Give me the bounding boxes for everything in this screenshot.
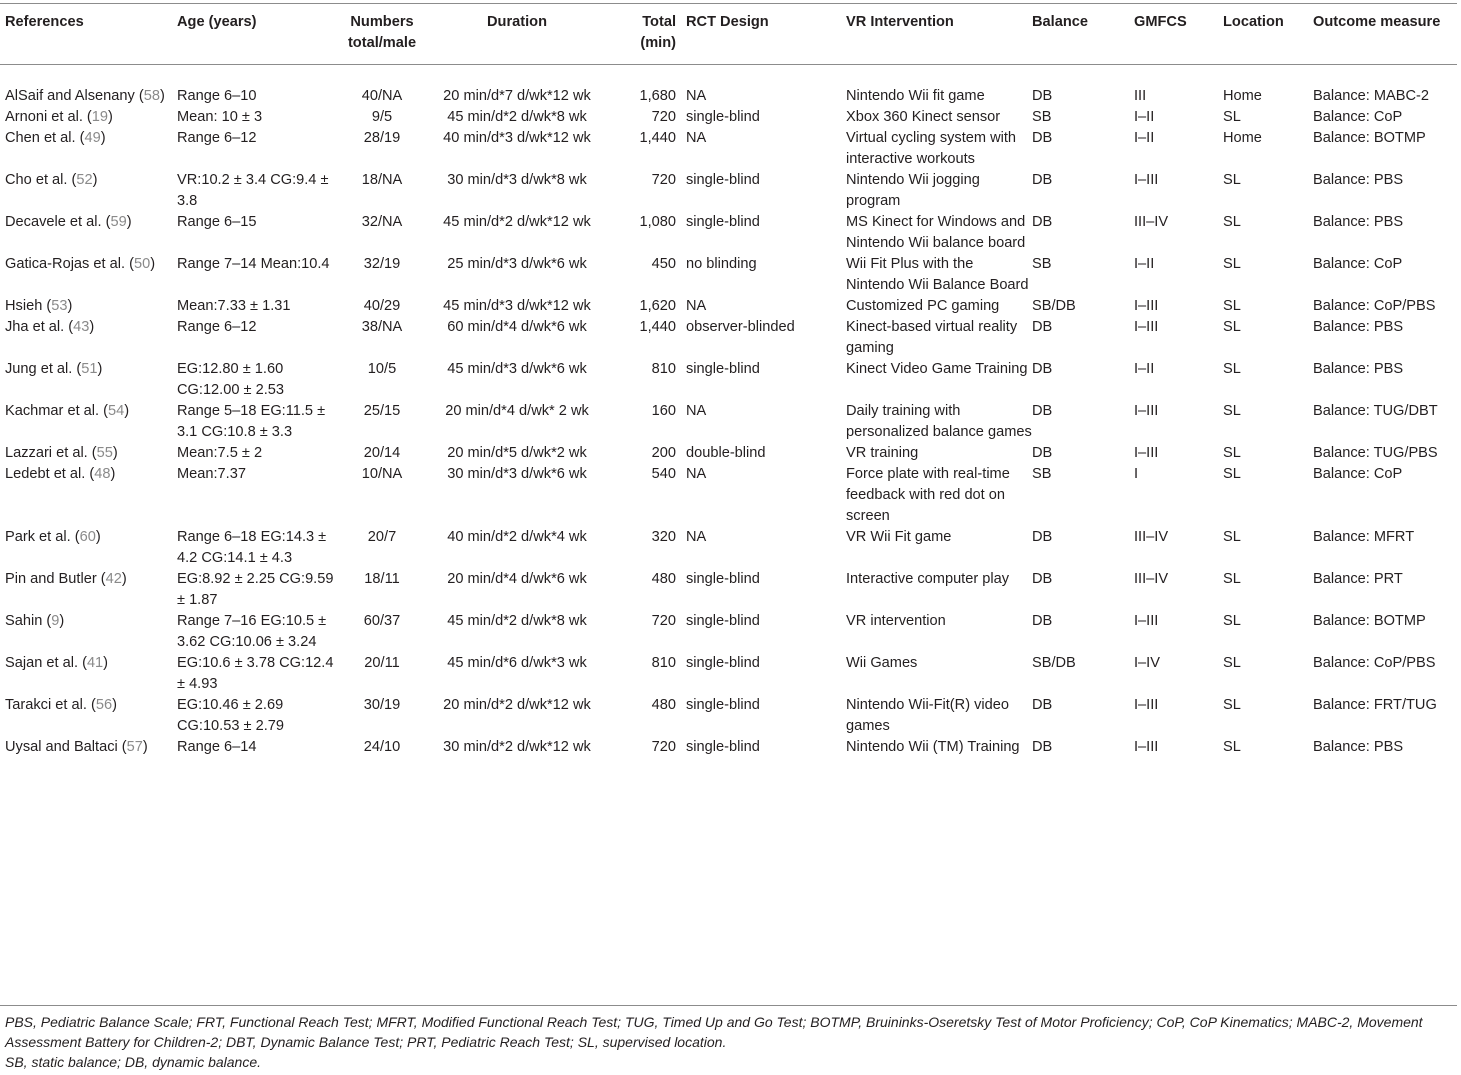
header-references: References — [5, 14, 84, 30]
table-row — [0, 72, 1461, 107]
cell-duration: 45 min/d*3 d/wk*12 wk — [443, 298, 591, 314]
table-row — [0, 296, 1461, 317]
cell-numbers: 30/19 — [363, 697, 401, 713]
cell-total: 200 — [651, 445, 676, 461]
table-row — [0, 401, 1461, 443]
cell-location: Home — [1223, 130, 1262, 146]
cell-location: SL — [1223, 739, 1241, 755]
header-vr-intervention: VR Intervention — [846, 14, 954, 30]
cell-numbers: 10/NA — [361, 466, 403, 482]
cell-total: 480 — [651, 697, 676, 713]
citation-close: ) — [92, 172, 98, 188]
cell-location: SL — [1223, 298, 1241, 314]
cell-rct: NA — [686, 529, 707, 545]
cell-numbers: 10/5 — [367, 361, 397, 377]
cell-location: SL — [1223, 445, 1241, 461]
cell-age: Range 6–15 — [177, 214, 257, 230]
cell-gmfcs: I–III — [1134, 697, 1159, 713]
cell-gmfcs: I–II — [1134, 256, 1155, 272]
cell-location: SL — [1223, 214, 1241, 230]
cell-location: SL — [1223, 529, 1241, 545]
table-row — [0, 107, 1461, 128]
cell-duration: 45 min/d*3 d/wk*6 wk — [447, 361, 587, 377]
cell-numbers: 32/19 — [363, 256, 401, 272]
cell-references — [0, 128, 177, 170]
header-balance: Balance — [1032, 14, 1088, 30]
cell-gmfcs: III–IV — [1134, 214, 1169, 230]
cell-age: EG:10.6 ± 3.78 CG:12.4 ± 4.93 — [177, 655, 334, 692]
cell-gmfcs: III–IV — [1134, 571, 1169, 587]
balance-footnote: SB, static balance; DB, dynamic balance. — [5, 1054, 262, 1070]
header-duration: Duration — [487, 14, 547, 30]
cell-age: Range 6–12 — [177, 130, 257, 146]
citation-link[interactable]: 43 — [73, 319, 90, 335]
cell-vr: VR intervention — [846, 613, 946, 629]
cell-location: SL — [1223, 319, 1241, 335]
cell-gmfcs: I–II — [1134, 130, 1155, 146]
cell-rct: single-blind — [686, 361, 760, 377]
cell-outcome: Balance: BOTMP — [1313, 130, 1426, 146]
cell-numbers: 40/NA — [361, 88, 403, 104]
table-row — [0, 653, 1461, 695]
cell-balance: DB — [1032, 613, 1053, 629]
cell-numbers: 20/7 — [367, 529, 397, 545]
reference-author: Decavele et al. ( — [5, 214, 111, 230]
table-row — [0, 212, 1461, 254]
citation-link[interactable]: 58 — [143, 88, 160, 104]
cell-gmfcs: I–IV — [1134, 655, 1160, 671]
citation-link[interactable]: 9 — [51, 613, 60, 629]
citation-link[interactable]: 41 — [86, 655, 104, 671]
cell-references — [0, 695, 177, 737]
cell-duration: 45 min/d*2 d/wk*8 wk — [447, 109, 587, 125]
cell-vr: Force plate with real-time feedback with red dot on screen — [846, 466, 1010, 524]
table-row — [0, 527, 1461, 569]
cell-total: 540 — [651, 466, 676, 482]
cell-duration: 30 min/d*2 d/wk*12 wk — [443, 739, 591, 755]
cell-numbers: 20/11 — [364, 655, 400, 671]
cell-age: Range 6–14 — [177, 739, 257, 755]
cell-outcome: Balance: PBS — [1313, 319, 1404, 335]
citation-link[interactable]: 56 — [95, 697, 113, 713]
cell-outcome: Balance: MABC-2 — [1313, 88, 1429, 104]
cell-rct: single-blind — [686, 172, 760, 188]
bottom-rule — [0, 1005, 1457, 1006]
citation-link[interactable]: 49 — [84, 130, 101, 146]
cell-vr: Interactive computer play — [846, 571, 1010, 587]
table-row — [0, 128, 1461, 170]
cell-age: EG:12.80 ± 1.60 CG:12.00 ± 2.53 — [177, 361, 284, 398]
cell-balance: DB — [1032, 571, 1053, 587]
cell-location: SL — [1223, 655, 1241, 671]
cell-rct: double-blind — [686, 445, 766, 461]
cell-references — [0, 296, 177, 317]
cell-vr: VR training — [846, 445, 919, 461]
cell-location: SL — [1223, 361, 1241, 377]
reference-author: Chen et al. ( — [5, 130, 85, 146]
cell-references — [0, 401, 177, 443]
cell-balance: DB — [1032, 739, 1053, 755]
cell-rct: single-blind — [686, 571, 760, 587]
citation-close: ) — [110, 466, 116, 482]
citation-close: ) — [124, 403, 130, 419]
cell-duration: 60 min/d*4 d/wk*6 wk — [447, 319, 587, 335]
cell-age: Mean:7.33 ± 1.31 — [177, 298, 291, 314]
cell-age: Range 6–18 EG:14.3 ± 4.2 CG:14.1 ± 4.3 — [177, 529, 327, 566]
cell-duration: 20 min/d*7 d/wk*12 wk — [443, 88, 591, 104]
cell-references — [0, 72, 177, 107]
cell-rct: single-blind — [686, 109, 760, 125]
table-row — [0, 695, 1461, 737]
table-footnotes — [5, 1012, 1457, 1072]
cell-numbers: 18/11 — [364, 571, 400, 587]
citation-close: ) — [150, 256, 156, 272]
cell-outcome: Balance: TUG/PBS — [1313, 445, 1438, 461]
cell-age: Mean:7.37 — [177, 466, 246, 482]
cell-numbers: 32/NA — [361, 214, 403, 230]
cell-vr: Virtual cycling system with interactive workouts — [846, 130, 1017, 167]
cell-location: SL — [1223, 256, 1241, 272]
cell-rct: NA — [686, 466, 707, 482]
reference-author: Tarakci et al. ( — [5, 697, 96, 713]
cell-vr: Nintendo Wii (TM) Training — [846, 739, 1020, 755]
cell-rct: single-blind — [686, 613, 760, 629]
cell-outcome: Balance: CoP — [1313, 466, 1403, 482]
cell-total: 720 — [651, 109, 676, 125]
cell-age: Range 7–16 EG:10.5 ± 3.62 CG:10.06 ± 3.24 — [177, 613, 327, 650]
header-outcome: Outcome measure — [1313, 14, 1441, 30]
cell-numbers: 60/37 — [363, 613, 401, 629]
cell-age: Mean:7.5 ± 2 — [177, 445, 263, 461]
cell-vr: Kinect-based virtual reality gaming — [846, 319, 1018, 356]
cell-duration: 45 min/d*2 d/wk*12 wk — [443, 214, 591, 230]
cell-references — [0, 653, 177, 695]
cell-duration: 20 min/d*5 d/wk*2 wk — [447, 445, 587, 461]
cell-outcome: Balance: PBS — [1313, 739, 1404, 755]
cell-location: SL — [1223, 697, 1241, 713]
cell-age: EG:8.92 ± 2.25 CG:9.59 ± 1.87 — [177, 571, 334, 608]
table-row — [0, 359, 1461, 401]
cell-age: Range 6–12 — [177, 319, 257, 335]
cell-balance: DB — [1032, 88, 1053, 104]
cell-gmfcs: I–II — [1134, 361, 1155, 377]
reference-author: Sajan et al. ( — [5, 655, 87, 671]
cell-total: 720 — [651, 172, 676, 188]
cell-outcome: Balance: MFRT — [1313, 529, 1415, 545]
cell-age: VR:10.2 ± 3.4 CG:9.4 ± 3.8 — [177, 172, 329, 209]
reference-author: Ledebt et al. ( — [5, 466, 95, 482]
cell-total: 810 — [651, 655, 676, 671]
reference-author: Sahin ( — [5, 613, 52, 629]
cell-outcome: Balance: PBS — [1313, 361, 1404, 377]
cell-rct: single-blind — [686, 214, 760, 230]
cell-numbers: 20/14 — [363, 445, 401, 461]
cell-balance: DB — [1032, 214, 1053, 230]
cell-duration: 40 min/d*2 d/wk*4 wk — [447, 529, 587, 545]
cell-total: 320 — [651, 529, 676, 545]
cell-duration: 20 min/d*2 d/wk*12 wk — [443, 697, 591, 713]
reference-author: Hsieh ( — [5, 298, 52, 314]
cell-references — [0, 443, 177, 464]
cell-references — [0, 569, 177, 611]
cell-numbers: 24/10 — [363, 739, 401, 755]
cell-outcome: Balance: TUG/DBT — [1313, 403, 1438, 419]
citation-link[interactable]: 57 — [126, 739, 143, 755]
table-row — [0, 254, 1461, 296]
citation-link[interactable]: 53 — [51, 298, 68, 314]
header-total: Total (min) — [640, 14, 676, 51]
cell-total: 1,080 — [639, 214, 676, 230]
cell-numbers: 40/29 — [363, 298, 401, 314]
cell-balance: DB — [1032, 172, 1053, 188]
cell-outcome: Balance: CoP — [1313, 109, 1403, 125]
study-characteristics-table — [0, 4, 1461, 758]
header-gmfcs: GMFCS — [1134, 14, 1187, 30]
cell-vr: Nintendo Wii fit game — [846, 88, 985, 104]
citation-link[interactable]: 60 — [79, 529, 96, 545]
citation-link[interactable]: 59 — [110, 214, 127, 230]
cell-rct: single-blind — [686, 697, 760, 713]
cell-rct: NA — [686, 403, 707, 419]
cell-numbers: 25/15 — [363, 403, 401, 419]
table-row — [0, 464, 1461, 527]
cell-age: Range 7–14 Mean:10.4 — [177, 256, 330, 272]
cell-references — [0, 464, 177, 527]
cell-balance: DB — [1032, 403, 1053, 419]
citation-link[interactable]: 19 — [91, 109, 109, 125]
citation-close: ) — [59, 613, 65, 629]
citation-close: ) — [126, 214, 132, 230]
header-age: Age (years) — [177, 14, 257, 30]
cell-gmfcs: III–IV — [1134, 529, 1169, 545]
cell-outcome: Balance: CoP/PBS — [1313, 655, 1436, 671]
citation-link[interactable]: 54 — [108, 403, 125, 419]
citation-close: ) — [100, 130, 106, 146]
table-header-row — [0, 4, 1461, 72]
cell-rct: NA — [686, 88, 707, 104]
citation-close: ) — [103, 655, 109, 671]
cell-references — [0, 737, 177, 758]
cell-vr: Nintendo Wii jogging program — [846, 172, 980, 209]
cell-gmfcs: I–III — [1134, 172, 1159, 188]
cell-balance: DB — [1032, 697, 1053, 713]
cell-duration: 30 min/d*3 d/wk*6 wk — [447, 466, 587, 482]
cell-total: 1,440 — [639, 319, 676, 335]
cell-total: 1,620 — [639, 298, 676, 314]
abbreviations-footnote: PBS, Pediatric Balance Scale; FRT, Functional Reach Test; MFRT, Modified Functional Reach Test; TUG, Timed Up and Go Test; BOTMP, Bruininks-Oseretsky Test of Motor Proficiency; CoP, CoP Kinematics; MABC-2, Movement Assessment Battery for Children-2; DBT, Dynamic Balance Test; PRT, Pediatric Reach Test; SL, supervised location. — [5, 1014, 1423, 1050]
cell-age: Range 6–10 — [177, 88, 257, 104]
table-row — [0, 611, 1461, 653]
cell-location: Home — [1223, 88, 1262, 104]
citation-close: ) — [108, 109, 113, 125]
reference-author: Arnoni et al. ( — [5, 109, 92, 125]
cell-outcome: Balance: PBS — [1313, 214, 1404, 230]
citation-link[interactable]: 51 — [81, 361, 98, 377]
cell-rct: single-blind — [686, 655, 760, 671]
cell-references — [0, 317, 177, 359]
cell-gmfcs: III — [1134, 88, 1147, 104]
citation-link[interactable]: 48 — [94, 466, 111, 482]
reference-author: Park et al. ( — [5, 529, 80, 545]
cell-gmfcs: I — [1134, 466, 1139, 482]
cell-age: EG:10.46 ± 2.69 CG:10.53 ± 2.79 — [177, 697, 284, 734]
cell-vr: Kinect Video Game Training — [846, 361, 1028, 377]
header-location: Location — [1223, 14, 1284, 30]
cell-numbers: 9/5 — [371, 109, 393, 125]
cell-vr: Wii Fit Plus with the Nintendo Wii Balance Board — [846, 256, 1029, 293]
cell-gmfcs: I–III — [1134, 739, 1159, 755]
cell-outcome: Balance: PBS — [1313, 172, 1404, 188]
citation-link[interactable]: 42 — [105, 571, 122, 587]
cell-gmfcs: I–III — [1134, 319, 1159, 335]
citation-close: ) — [142, 739, 148, 755]
citation-link[interactable]: 50 — [133, 256, 151, 272]
cell-vr: VR Wii Fit game — [846, 529, 952, 545]
cell-age: Mean: 10 ± 3 — [177, 109, 263, 125]
header-rct-design: RCT Design — [686, 14, 769, 30]
cell-rct: no blinding — [686, 256, 757, 272]
cell-location: SL — [1223, 109, 1241, 125]
cell-duration: 45 min/d*2 d/wk*8 wk — [447, 613, 587, 629]
reference-author: Jha et al. ( — [5, 319, 74, 335]
citation-link[interactable]: 52 — [76, 172, 93, 188]
cell-gmfcs: I–III — [1134, 445, 1159, 461]
cell-duration: 25 min/d*3 d/wk*6 wk — [447, 256, 587, 272]
cell-gmfcs: I–III — [1134, 298, 1159, 314]
cell-total: 480 — [651, 571, 676, 587]
cell-balance: DB — [1032, 445, 1053, 461]
cell-balance: SB — [1032, 466, 1052, 482]
cell-location: SL — [1223, 613, 1241, 629]
citation-close: ) — [159, 88, 165, 104]
reference-author: AlSaif and Alsenany ( — [5, 88, 144, 104]
cell-balance: SB/DB — [1032, 655, 1076, 671]
header-numbers: Numbers total/male — [347, 14, 417, 51]
cell-vr: MS Kinect for Windows and Nintendo Wii balance board — [846, 214, 1026, 251]
cell-references — [0, 107, 177, 128]
cell-numbers: 18/NA — [361, 172, 403, 188]
cell-outcome: Balance: PRT — [1313, 571, 1403, 587]
cell-vr: Wii Games — [846, 655, 918, 671]
cell-outcome: Balance: CoP/PBS — [1313, 298, 1436, 314]
cell-references — [0, 359, 177, 401]
cell-total: 720 — [651, 739, 676, 755]
cell-total: 720 — [651, 613, 676, 629]
cell-location: SL — [1223, 172, 1241, 188]
cell-vr: Nintendo Wii-Fit(R) video games — [846, 697, 1010, 734]
citation-close: ) — [67, 298, 73, 314]
cell-total: 1,440 — [639, 130, 676, 146]
cell-duration: 20 min/d*4 d/wk*6 wk — [447, 571, 587, 587]
cell-rct: NA — [686, 130, 707, 146]
cell-references — [0, 170, 177, 212]
reference-author: Kachmar et al. ( — [5, 403, 109, 419]
cell-balance: DB — [1032, 361, 1053, 377]
cell-total: 160 — [651, 403, 676, 419]
cell-total: 1,680 — [639, 88, 676, 104]
cell-total: 810 — [651, 361, 676, 377]
cell-balance: SB — [1032, 109, 1052, 125]
reference-author: Pin and Butler ( — [5, 571, 106, 587]
cell-outcome: Balance: FRT/TUG — [1313, 697, 1437, 713]
cell-vr: Daily training with personalized balance games — [846, 403, 1032, 440]
cell-numbers: 38/NA — [361, 319, 403, 335]
cell-rct: observer-blinded — [686, 319, 795, 335]
cell-balance: DB — [1032, 130, 1053, 146]
cell-balance: SB — [1032, 256, 1052, 272]
citation-close: ) — [121, 571, 127, 587]
cell-gmfcs: I–III — [1134, 613, 1159, 629]
reference-author: Uysal and Baltaci ( — [5, 739, 127, 755]
cell-balance: SB/DB — [1032, 298, 1076, 314]
cell-gmfcs: I–III — [1134, 403, 1159, 419]
table-row — [0, 170, 1461, 212]
cell-balance: DB — [1032, 319, 1053, 335]
citation-close: ) — [89, 319, 95, 335]
cell-age: Range 5–18 EG:11.5 ± 3.1 CG:10.8 ± 3.3 — [177, 403, 326, 440]
cell-location: SL — [1223, 403, 1241, 419]
reference-author: Gatica-Rojas et al. ( — [5, 256, 134, 272]
cell-vr: Customized PC gaming — [846, 298, 1000, 314]
cell-references — [0, 254, 177, 296]
citation-close: ) — [112, 445, 118, 461]
cell-duration: 20 min/d*4 d/wk* 2 wk — [445, 403, 589, 419]
cell-references — [0, 611, 177, 653]
cell-rct: single-blind — [686, 739, 760, 755]
reference-author: Lazzari et al. ( — [5, 445, 97, 461]
table-row — [0, 569, 1461, 611]
cell-total: 450 — [651, 256, 676, 272]
table-row — [0, 317, 1461, 359]
table-row — [0, 737, 1461, 758]
cell-gmfcs: I–II — [1134, 109, 1155, 125]
citation-close: ) — [112, 697, 117, 713]
cell-rct: NA — [686, 298, 707, 314]
cell-numbers: 28/19 — [363, 130, 401, 146]
citation-close: ) — [95, 529, 101, 545]
table-row — [0, 443, 1461, 464]
cell-duration: 45 min/d*6 d/wk*3 wk — [447, 655, 587, 671]
cell-location: SL — [1223, 571, 1241, 587]
citation-link[interactable]: 55 — [96, 445, 113, 461]
cell-duration: 40 min/d*3 d/wk*12 wk — [443, 130, 591, 146]
cell-location: SL — [1223, 466, 1241, 482]
cell-outcome: Balance: CoP — [1313, 256, 1403, 272]
reference-author: Jung et al. ( — [5, 361, 82, 377]
reference-author: Cho et al. ( — [5, 172, 77, 188]
cell-balance: DB — [1032, 529, 1053, 545]
cell-outcome: Balance: BOTMP — [1313, 613, 1426, 629]
cell-references — [0, 212, 177, 254]
cell-references — [0, 527, 177, 569]
cell-vr: Xbox 360 Kinect sensor — [846, 109, 1001, 125]
citation-close: ) — [97, 361, 103, 377]
cell-duration: 30 min/d*3 d/wk*8 wk — [447, 172, 587, 188]
